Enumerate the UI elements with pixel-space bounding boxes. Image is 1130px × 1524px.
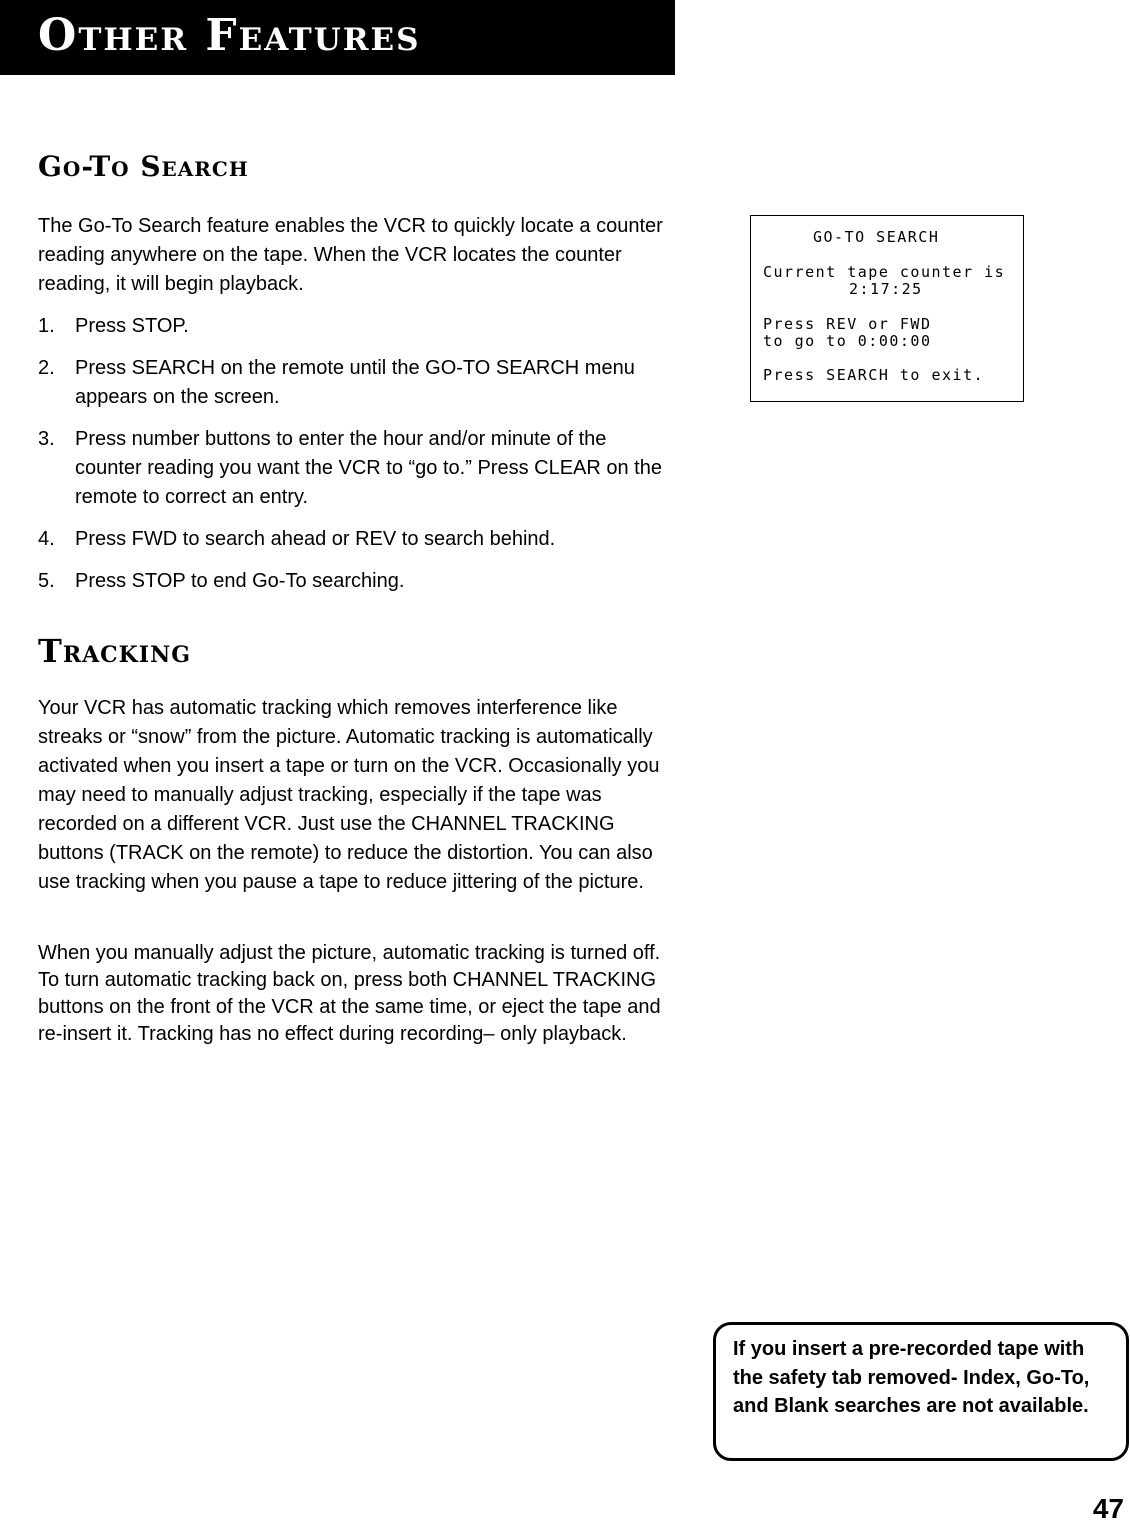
banner-title: Other Features — [38, 10, 421, 61]
step-item — [38, 567, 668, 596]
step-item — [38, 312, 668, 341]
goto-search-heading: Go-To Search — [38, 150, 249, 183]
step-item — [38, 354, 668, 412]
tracking-paragraph: Your VCR has automatic tracking which removes interference like streaks or “snow” from the picture. Automatic tracking is automatically activated when you insert a tape or turn on the VCR. Occasionally you may need to manually adjust tracking, especially if the tape was recorded on a different VCR. Just use the CHANNEL TRACKING buttons (TRACK on the remote) to reduce the distortion. You can also use tracking when you pause a tape to reduce jittering of the picture. — [38, 697, 660, 893]
step-text: Press number buttons to enter the hour and/or minute of the counter reading you want the VCR to “go to.” Press CLEAR on the remote to correct an entry. — [75, 428, 662, 508]
step-number: 1. — [38, 315, 55, 337]
step-number: 4. — [38, 528, 55, 550]
osd-instruction: to go to 0:00:00 — [763, 332, 932, 350]
tracking-paragraph: When you manually adjust the picture, automatic tracking is turned off. To turn automatic tracking back on, press both CHANNEL TRACKING buttons on the front of the VCR at the same time, or eject the tape and re-insert it. Tracking has no effect during recording– only playback. — [38, 942, 661, 1045]
step-text: Press SEARCH on the remote until the GO-TO SEARCH menu appears on the screen. — [75, 357, 635, 408]
osd-counter-value: 2:17:25 — [849, 280, 923, 298]
osd-title: GO-TO SEARCH — [813, 228, 940, 246]
step-text: Press STOP. — [75, 315, 189, 337]
step-number: 2. — [38, 357, 55, 379]
step-number: 3. — [38, 428, 55, 450]
tracking-heading: Tracking — [38, 632, 191, 670]
note-text: If you insert a pre-recorded tape with the safety tab removed- Index, Go-To, and Blank searches are not available. — [733, 1338, 1090, 1417]
step-text: Press FWD to search ahead or REV to search behind. — [75, 528, 556, 550]
note-box — [713, 1322, 1129, 1461]
step-text: Press STOP to end Go-To searching. — [75, 570, 405, 592]
step-number: 5. — [38, 570, 55, 592]
osd-exit-line: Press SEARCH to exit. — [763, 366, 985, 384]
goto-search-steps — [38, 312, 668, 609]
osd-counter-label: Current tape counter is — [763, 263, 1006, 281]
step-item — [38, 525, 668, 554]
page-number: 47 — [1092, 1493, 1124, 1524]
goto-search-intro: The Go-To Search feature enables the VCR to quickly locate a counter reading anywhere on the tape. When the VCR locates the counter reading, it will begin playback. — [38, 215, 663, 295]
osd-instruction: Press REV or FWD — [763, 315, 932, 333]
section-banner — [0, 0, 675, 75]
step-item — [38, 425, 668, 512]
goto-search-osd-screen — [750, 215, 1024, 402]
